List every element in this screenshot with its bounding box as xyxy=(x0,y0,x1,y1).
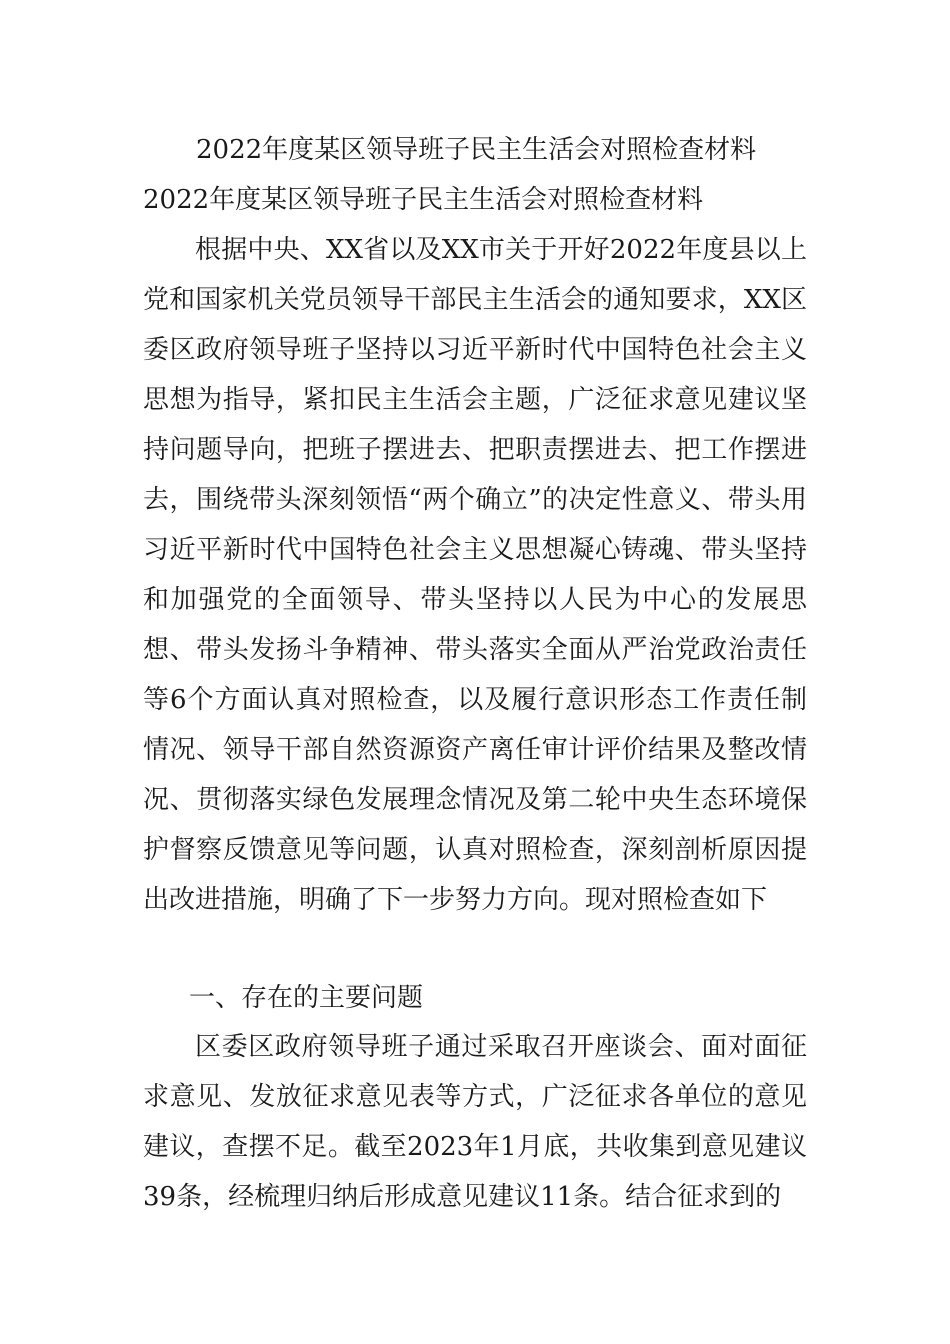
section-heading: 一、存在的主要问题 xyxy=(189,983,424,1013)
body-paragraph-intro: 根据中央、XX省以及XX市关于开好2022年度县以上党和国家机关党员领导干部民主生活会的通知要求，XX区委区政府领导班子坚持以习近平新时代中国特色社会主义思想为指导，紧扣民主生活会主题，广泛征求意见建议坚持问题导向，把班子摆进去、把职责摆进去、把工作摆进去，围绕带头深刻领悟“两个确立”的决定性意义、带头用习近平新时代中国特色社会主义思想凝心铸魂、带头坚持和加强党的全面领导、带头坚持以人民为中心的发展思想、带头发扬斗争精神、带头落实全面从严治党政治责任等6个方面认真对照检查，以及履行意识形态工作责任制情况、领导干部自然资源资产离任审计评价结果及整改情况、贯彻落实绿色发展理念情况及第二轮中央生态环境保护督察反馈意见等问题，认真对照检查，深刻剖析原因提出改进措施，明确了下一步努力方向。现对照检查如下 xyxy=(143,235,807,915)
document-title: 2022年度某区领导班子民主生活会对照检查材料 xyxy=(196,135,757,165)
body-paragraph-problems: 区委区政府领导班子通过采取召开座谈会、面对面征求意见、发放征求意见表等方式，广泛征求各单位的意见建议，查摆不足。截至2023年1月底，共收集到意见建议39条，经梳理归纳后形成意见建议11条。结合征求到的 xyxy=(143,1032,807,1212)
document-subtitle: 2022年度某区领导班子民主生活会对照检查材料 xyxy=(143,185,704,215)
